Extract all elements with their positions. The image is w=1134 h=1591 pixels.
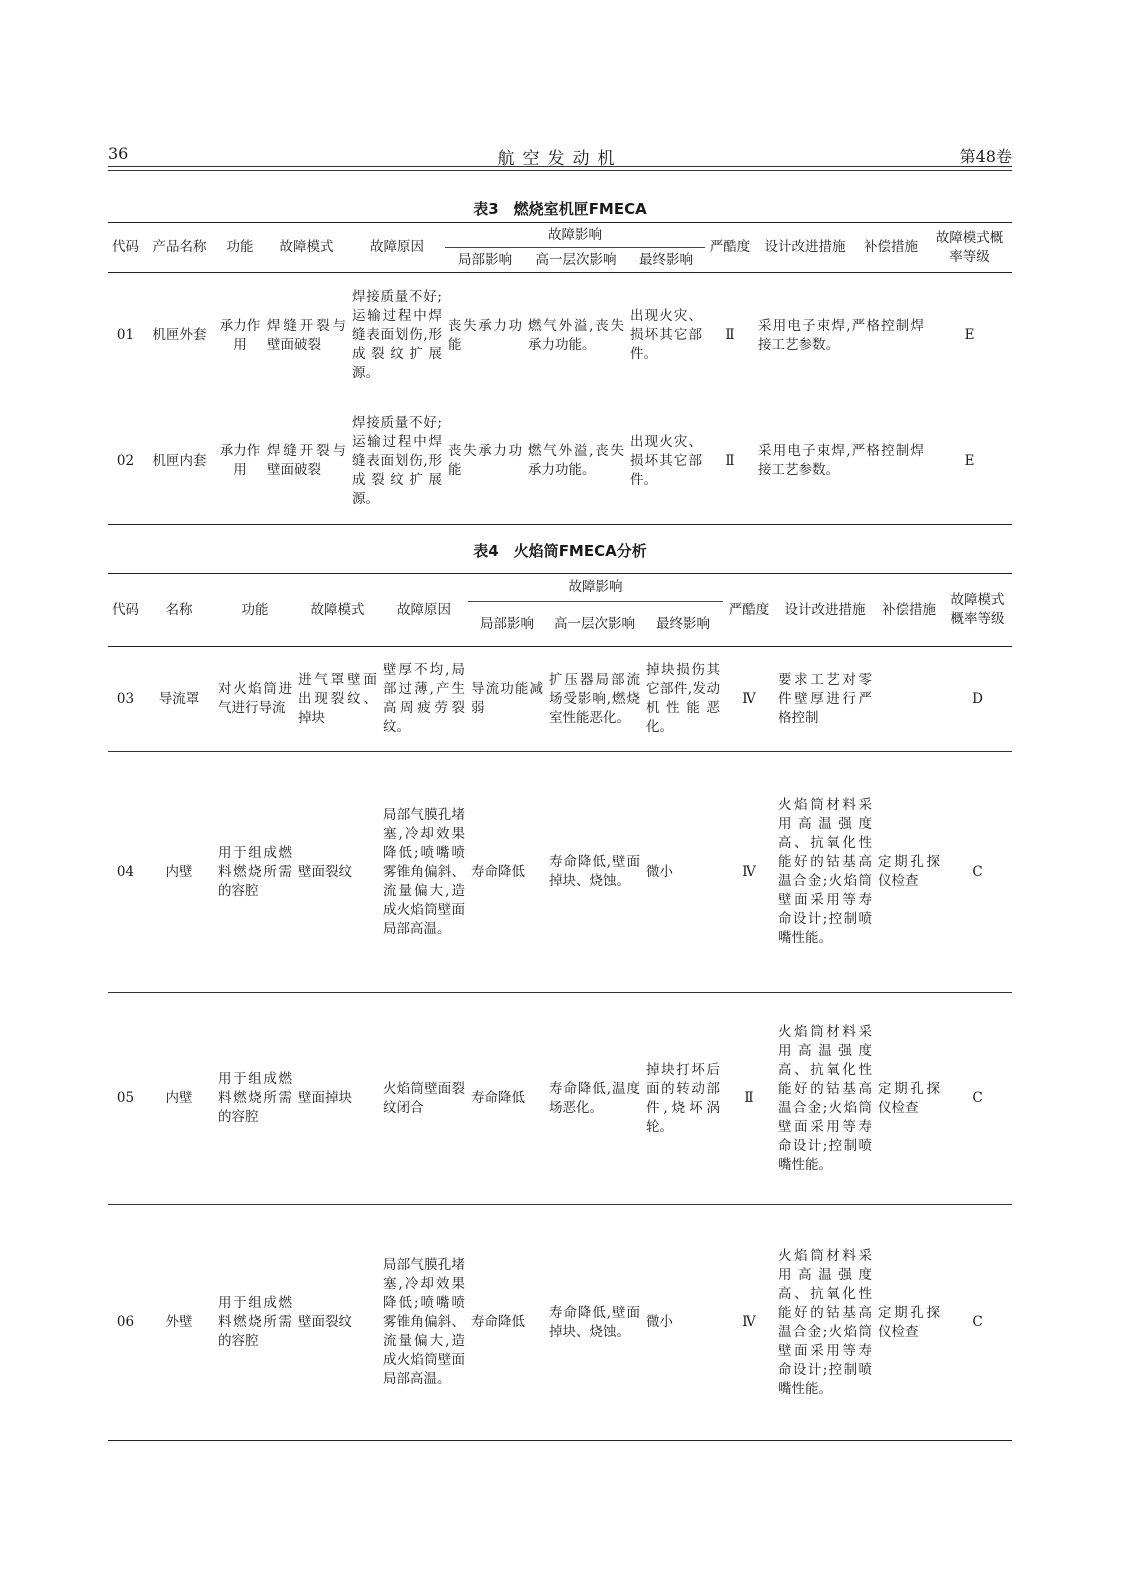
cell-local: 寿命降低 (471, 863, 525, 880)
th-prob: 故障模式概率等级 (943, 574, 1012, 647)
cell-function: 承力作用 (219, 443, 261, 479)
cell-cause: 局部气膜孔堵塞,冷却效果降低;喷嘴喷雾锥角偏斜、流量偏大,造成火焰筒壁面局部高温。 (383, 1257, 465, 1387)
cell-name: 外壁 (165, 1314, 193, 1330)
cell-prob: C (972, 1314, 983, 1330)
cell-severity: Ⅱ (725, 452, 735, 469)
cell-severity: Ⅳ (742, 863, 756, 880)
cell-higher: 扩压器局部流场受影响,燃烧室性能恶化。 (549, 671, 640, 726)
th-severity: 严酷度 (723, 574, 775, 647)
th-prob: 故障模式概率等级 (927, 223, 1012, 273)
th-final: 最终影响 (639, 251, 693, 268)
cell-higher: 寿命降低,壁面掉块、烧蚀。 (549, 854, 640, 889)
cell-mode: 焊缝开裂与壁面破裂 (267, 443, 346, 479)
table-row (108, 647, 1012, 752)
th-final: 最终影响 (656, 615, 710, 632)
th-code: 代码 (108, 574, 143, 647)
th-function: 功能 (215, 574, 295, 647)
cell-function: 用于组成燃料燃烧所需的容腔 (218, 1295, 292, 1349)
table-row (108, 993, 1012, 1205)
cell-severity: Ⅱ (744, 1090, 754, 1106)
cell-function: 用于组成燃料燃烧所需的容腔 (218, 1071, 292, 1125)
cell-mode: 壁面裂纹 (298, 1314, 352, 1330)
cell-mode: 壁面掉块 (298, 1090, 352, 1106)
cell-name: 内壁 (165, 863, 193, 880)
cell-local: 寿命降低 (471, 1314, 525, 1330)
cell-higher: 燃气外溢,丧失承力功能。 (528, 317, 624, 353)
cell-design: 火焰筒材料采用高温强度高、抗氧化性能好的钴基高温合金;火焰筒壁面采用等寿命设计;控制喷嘴性能。 (778, 797, 872, 946)
cell-prob: E (964, 452, 975, 469)
th-name: 名称 (143, 574, 215, 647)
journal-title: 航空发动机 (497, 149, 623, 169)
th-function: 功能 (216, 223, 264, 273)
cell-cause: 局部气膜孔堵塞,冷却效果降低;喷嘴喷雾锥角偏斜、流量偏大,造成火焰筒壁面局部高温。 (383, 806, 465, 937)
th-local: 局部影响 (458, 251, 512, 268)
cell-design: 火焰筒材料采用高温强度高、抗氧化性能好的钴基高温合金;火焰筒壁面采用等寿命设计;控制喷嘴性能。 (778, 1247, 872, 1397)
cell-function: 对火焰筒进气进行导流 (218, 681, 292, 716)
cell-name: 机匣外套 (152, 327, 207, 344)
cell-design: 采用电子束焊,严格控制焊接工艺参数。 (758, 317, 924, 353)
page-number: 36 (108, 144, 129, 163)
header-rule (108, 166, 1012, 167)
th-severity: 严酷度 (705, 223, 755, 273)
th-mode: 故障模式 (264, 223, 349, 273)
th-code: 代码 (108, 223, 143, 273)
table-row (108, 399, 1012, 525)
cell-final: 出现火灾、损坏其它部件。 (630, 308, 702, 363)
cell-design: 采用电子束焊,严格控制焊接工艺参数。 (758, 443, 924, 479)
cell-code: 06 (116, 1314, 135, 1330)
cell-final: 掉块打坏后面的转动部件,烧坏涡轮。 (646, 1061, 720, 1135)
cell-name: 内壁 (165, 1090, 193, 1106)
cell-comp: 定期孔探仪检查 (878, 1304, 940, 1340)
cell-cause: 火焰筒壁面裂纹闭合 (383, 1080, 465, 1116)
cell-code: 03 (116, 690, 135, 707)
cell-name: 机匣内套 (152, 452, 207, 469)
cell-mode: 焊缝开裂与壁面破裂 (267, 317, 346, 353)
cell-comp (875, 647, 943, 752)
th-comp: 补偿措施 (875, 574, 943, 647)
cell-prob: C (972, 1090, 983, 1106)
th-effects: 故障影响 (445, 223, 705, 248)
table4-caption: 表4 火焰筒FMECA分析 (473, 542, 647, 560)
table-row (108, 752, 1012, 993)
cell-severity: Ⅳ (742, 690, 756, 707)
cell-function: 承力作用 (219, 317, 261, 353)
cell-prob: C (972, 863, 983, 880)
cell-prob: E (964, 327, 975, 344)
cell-local: 导流功能减弱 (471, 681, 543, 716)
header-rule-double (108, 170, 1012, 171)
th-name: 产品名称 (143, 223, 216, 273)
cell-code: 05 (116, 1090, 135, 1106)
cell-comp: 定期孔探仪检查 (878, 854, 940, 889)
th-higher: 高一层次影响 (535, 251, 617, 268)
cell-cause: 焊接质量不好;运输过程中焊缝表面划伤,形成裂纹扩展源。 (352, 414, 442, 507)
cell-comp: 定期孔探仪检查 (878, 1080, 940, 1116)
cell-name: 导流罩 (158, 690, 200, 707)
cell-code: 02 (116, 452, 135, 469)
cell-severity: Ⅳ (742, 1314, 756, 1330)
th-effects: 故障影响 (468, 574, 723, 602)
th-comp: 补偿措施 (855, 223, 927, 273)
table3 (108, 222, 1012, 525)
th-local: 局部影响 (480, 615, 534, 632)
cell-mode: 进气罩壁面出现裂纹、掉块 (298, 671, 377, 726)
th-cause: 故障原因 (349, 223, 445, 273)
cell-final: 掉块损伤其它部件,发动机性能恶化。 (646, 662, 720, 735)
th-design: 设计改进措施 (775, 574, 875, 647)
cell-local: 丧失承力功能 (448, 443, 522, 479)
cell-code: 04 (116, 863, 135, 880)
cell-cause: 壁厚不均,局部过薄,产生高周疲劳裂纹。 (383, 662, 465, 735)
cell-cause: 焊接质量不好;运输过程中焊缝表面划伤,形成裂纹扩展源。 (352, 289, 442, 382)
cell-prob: D (972, 690, 983, 707)
cell-local: 丧失承力功能 (448, 317, 522, 353)
cell-higher: 寿命降低,温度场恶化。 (549, 1080, 640, 1116)
cell-mode: 壁面裂纹 (298, 863, 352, 880)
cell-design: 要求工艺对零件壁厚进行严格控制 (778, 671, 872, 726)
th-mode: 故障模式 (295, 574, 380, 647)
table3-caption: 表3 燃烧室机匣FMECA (473, 200, 647, 218)
cell-final: 微小 (646, 1314, 673, 1330)
cell-design: 火焰筒材料采用高温强度高、抗氧化性能好的钴基高温合金;火焰筒壁面采用等寿命设计;控制喷嘴性能。 (778, 1023, 872, 1173)
th-design: 设计改进措施 (755, 223, 855, 273)
cell-severity: Ⅱ (725, 327, 735, 344)
cell-local: 寿命降低 (471, 1090, 525, 1106)
table-row (108, 273, 1012, 399)
cell-function: 用于组成燃料燃烧所需的容腔 (218, 844, 292, 899)
volume-label: 第48卷 (959, 147, 1012, 166)
cell-higher: 燃气外溢,丧失承力功能。 (528, 443, 624, 479)
cell-final: 出现火灾、损坏其它部件。 (630, 433, 702, 488)
table-row (108, 1205, 1012, 1441)
th-higher: 高一层次影响 (554, 615, 635, 632)
cell-higher: 寿命降低,壁面掉块、烧蚀。 (549, 1304, 640, 1340)
th-cause: 故障原因 (380, 574, 468, 647)
table4 (108, 573, 1012, 1441)
cell-final: 微小 (646, 863, 673, 880)
running-header (108, 140, 1012, 168)
cell-code: 01 (116, 327, 135, 344)
